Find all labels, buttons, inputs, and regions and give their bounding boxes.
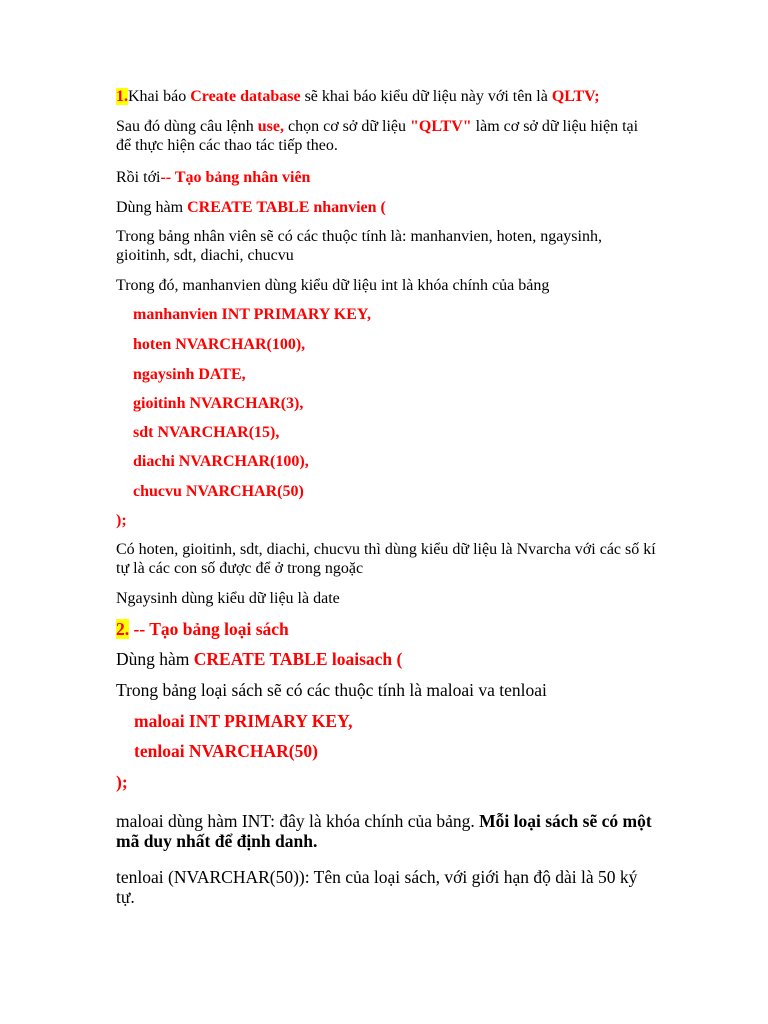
paragraph-create-loaisach: Dùng hàm CREATE TABLE loaisach ( [116, 649, 403, 669]
section-2-heading: 2. -- Tạo bảng loại sách [116, 619, 289, 639]
paragraph-nvarchar-note: Có hoten, gioitinh, sdt, diachi, chucvu thì dùng kiểu dữ liệu là Nvarcha với các số kí tự là các con số được để ở trong ngoặc [116, 541, 656, 577]
code-field: ngaysinh DATE, [133, 366, 246, 383]
paragraph-loaisach-attributes: Trong bảng loại sách sẽ có các thuộc tính là maloai va tenloai [116, 680, 547, 700]
paragraph-tenloai-note: tenloai (NVARCHAR(50)): Tên của loại sách, với giới hạn độ dài là 50 ký tự. [116, 867, 638, 907]
section-number: 1. [116, 88, 128, 105]
paragraph-primary-key-note: Trong đó, manhanvien dùng kiểu dữ liệu int là khóa chính của bảng [116, 277, 550, 294]
code-field: maloai INT PRIMARY KEY, [134, 711, 353, 731]
code-field: diachi NVARCHAR(100), [133, 453, 309, 470]
paragraph-create-nhanvien: Dùng hàm CREATE TABLE nhanvien ( [116, 199, 386, 216]
code-close: ); [116, 772, 128, 792]
section-number: 2. [116, 619, 130, 639]
code-field: tenloai NVARCHAR(50) [134, 741, 318, 761]
code-close: ); [116, 512, 127, 529]
code-field: manhanvien INT PRIMARY KEY, [133, 306, 371, 323]
section-1-heading: 1.Khai báo Create database sẽ khai báo kiểu dữ liệu này với tên là QLTV; [116, 88, 600, 105]
code-field: chucvu NVARCHAR(50) [133, 483, 304, 500]
paragraph-maloai-note: maloai dùng hàm INT: đây là khóa chính của bảng. Mỗi loại sách sẽ có một mã duy nhất để định danh. [116, 811, 652, 851]
paragraph-use-statement: Sau đó dùng câu lệnh use, chọn cơ sở dữ liệu "QLTV" làm cơ sở dữ liệu hiện tại để thực hiện các thao tác tiếp theo. [116, 118, 639, 154]
code-field: hoten NVARCHAR(100), [133, 336, 306, 353]
code-field: sdt NVARCHAR(15), [133, 424, 280, 441]
paragraph-date-note: Ngaysinh dùng kiểu dữ liệu là date [116, 590, 340, 607]
paragraph-nhanvien-attributes: Trong bảng nhân viên sẽ có các thuộc tính là: manhanvien, hoten, ngaysinh, gioitinh, sdt, diachi, chucvu [116, 228, 602, 264]
paragraph-next-step: Rồi tới-- Tạo bảng nhân viên [116, 169, 311, 186]
code-field: gioitinh NVARCHAR(3), [133, 395, 304, 412]
